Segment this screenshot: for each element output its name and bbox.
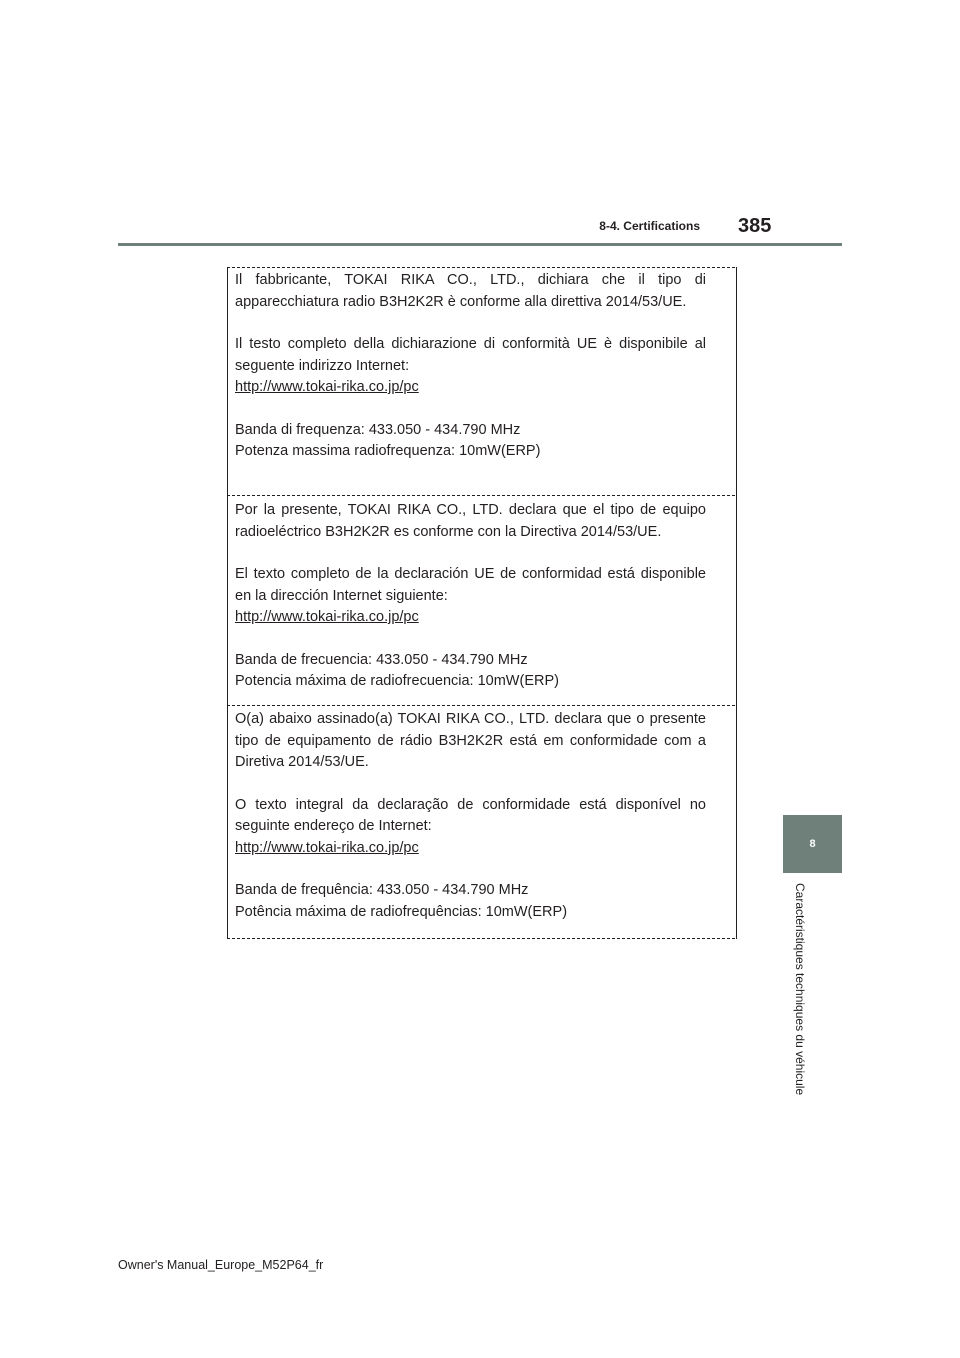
declaration-url-link[interactable]: http://www.tokai-rika.co.jp/pc xyxy=(235,839,419,856)
section-title: 8-4. Certifications xyxy=(599,219,700,233)
radio-specs xyxy=(235,880,706,923)
declaration-text: Por la presente, TOKAI RIKA CO., LTD. declara que el tipo de equipo radioeléctrico B3H2K2R es conforme con la Directiva 2014/53/UE. xyxy=(235,502,706,540)
page-number: 385 xyxy=(738,215,772,237)
availability-text xyxy=(235,334,706,399)
availability-sentence: El texto completo de la declaración UE de conformidad está disponible en la dirección Internet siguiente: xyxy=(235,566,706,604)
footer-text: Owner's Manual_Europe_M52P64_fr xyxy=(118,1258,324,1272)
availability-sentence: Il testo completo della dichiarazione di conformità UE è disponibile al seguente indirizzo Internet: xyxy=(235,336,706,374)
max-power: Potencia máxima de radiofrecuencia: 10mW(ERP) xyxy=(235,673,559,689)
section-divider xyxy=(227,938,735,939)
top-divider xyxy=(227,267,735,268)
chapter-tab[interactable]: 8 xyxy=(783,815,842,873)
frequency-band: Banda de frequência: 433.050 - 434.790 MHz xyxy=(235,882,529,898)
availability-text xyxy=(235,795,706,860)
availability-text xyxy=(235,564,706,629)
declaration-url-link[interactable]: http://www.tokai-rika.co.jp/pc xyxy=(235,609,419,625)
chapter-label: Caractéristiques techniques du véhicule xyxy=(793,883,807,1096)
declaration-block-italian xyxy=(235,270,706,463)
header-rule xyxy=(118,243,842,246)
declaration-block-spanish xyxy=(235,500,706,693)
frequency-band: Banda de frecuencia: 433.050 - 434.790 MHz xyxy=(235,651,528,668)
section-divider xyxy=(227,495,735,496)
radio-specs xyxy=(235,650,706,693)
declaration-text: Il fabbricante, TOKAI RIKA CO., LTD., dichiara che il tipo di apparecchiatura radio B3H2K2R è conforme alla direttiva 2014/53/UE. xyxy=(235,272,706,310)
max-power: Potência máxima de radiofrequências: 10mW(ERP) xyxy=(235,903,568,920)
radio-specs xyxy=(235,420,706,463)
max-power: Potenza massima radiofrequenza: 10mW(ERP) xyxy=(235,443,541,459)
section-divider xyxy=(227,705,735,706)
declaration-url-link[interactable]: http://www.tokai-rika.co.jp/pc xyxy=(235,379,419,395)
declaration-block-portuguese xyxy=(235,709,706,923)
declaration-text: O(a) abaixo assinado(a) TOKAI RIKA CO., LTD. declara que o presente tipo de equipamento de rádio B3H2K2R está em conformidade com a Diretiva 2014/53/UE. xyxy=(235,711,706,770)
frequency-band: Banda di frequenza: 433.050 - 434.790 MHz xyxy=(235,421,521,438)
availability-sentence: O texto integral da declaração de conformidade está disponível no seguinte endereço de Internet: xyxy=(235,796,706,834)
